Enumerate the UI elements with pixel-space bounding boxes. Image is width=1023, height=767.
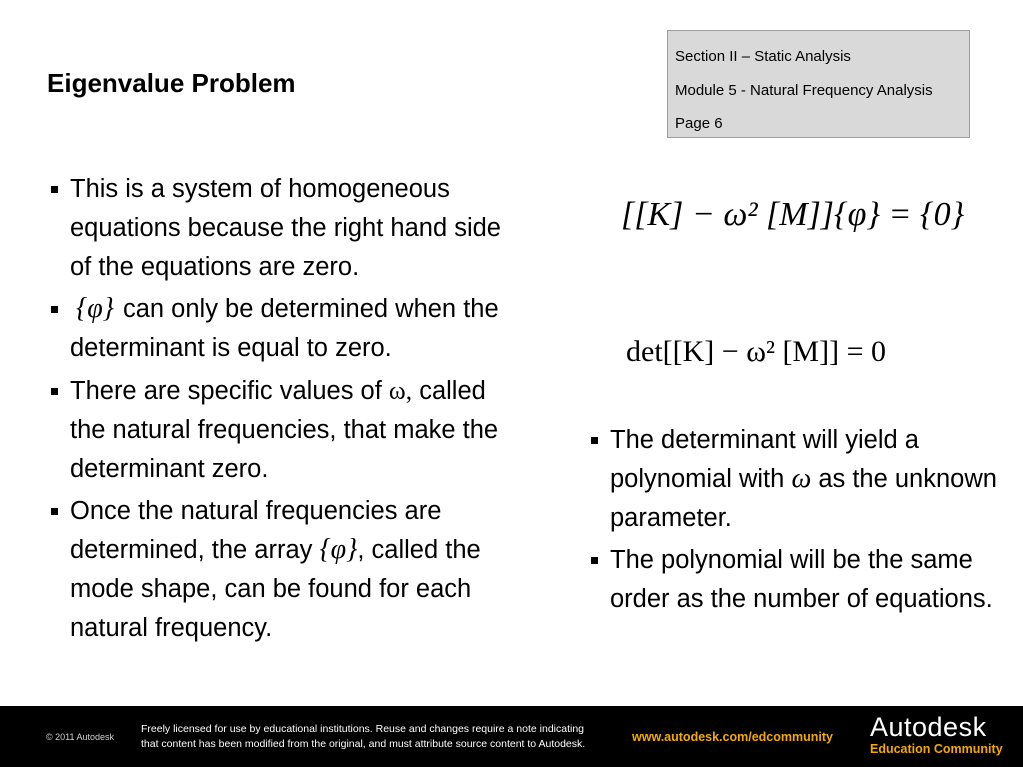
edcommunity-link[interactable]: www.autodesk.com/edcommunity xyxy=(632,730,833,744)
bullet-text: The polynomial will be the same order as the number of equations. xyxy=(610,546,993,614)
bullet-marker-icon xyxy=(51,388,58,395)
omega-symbol: ω, xyxy=(388,375,413,405)
bullet-text: can only be determined when the determinant is equal to zero. xyxy=(70,295,499,363)
phi-vector-symbol: {φ} xyxy=(76,293,114,325)
bullet-item xyxy=(48,170,518,286)
bullet-text-continued: as the unknown parameter. xyxy=(610,464,997,532)
bullet-item xyxy=(48,492,518,647)
omega-symbol: ω xyxy=(791,462,812,494)
section-info-box xyxy=(667,30,970,138)
section-label: Section II – Static Analysis xyxy=(675,48,851,65)
eigenvalue-equation: [[K] − ω² [M]]{φ} = {0} xyxy=(621,196,965,233)
copyright-text: © 2011 Autodesk xyxy=(46,732,115,742)
brand-name: Autodesk xyxy=(870,712,987,742)
autodesk-logo xyxy=(870,712,1003,756)
left-bullet-list xyxy=(48,170,518,652)
bullet-text-continued: called the natural frequencies, that make the determinant zero. xyxy=(70,376,499,483)
license-line: that content has been modified from the original, and must attribute source content to Autodesk. xyxy=(141,738,586,750)
bullet-item xyxy=(48,372,518,488)
license-line: Freely licensed for use by educational institutions. Reuse and changes require a note indicating xyxy=(141,723,585,735)
bullet-marker-icon xyxy=(51,306,58,313)
determinant-equation: det[[K] − ω² [M]] = 0 xyxy=(626,335,887,368)
brand-subtitle: Education Community xyxy=(870,742,1003,756)
bullet-text-continued: , called the mode shape, can be found for each natural frequency. xyxy=(70,536,481,642)
bullet-item xyxy=(48,290,518,368)
license-text xyxy=(141,722,631,752)
bullet-marker-icon xyxy=(591,437,598,444)
right-bullet-list xyxy=(588,421,998,623)
module-label: Module 5 - Natural Frequency Analysis xyxy=(675,81,933,99)
bullet-text: The determinant will yield a polynomial with xyxy=(610,426,919,493)
phi-vector-symbol: {φ} xyxy=(319,534,358,566)
bullet-text: There are specific values of xyxy=(70,376,382,405)
bullet-text: This is a system of homogeneous equations because the right hand side of the equations are zero. xyxy=(70,175,501,281)
bullet-marker-icon xyxy=(51,186,58,193)
bullet-text: Once the natural frequencies are determined, the array xyxy=(70,497,442,565)
slide-title: Eigenvalue Problem xyxy=(47,68,296,98)
bullet-marker-icon xyxy=(591,557,598,564)
bullet-item xyxy=(588,421,998,537)
bullet-marker-icon xyxy=(51,508,58,515)
bullet-item xyxy=(588,541,998,619)
footer-bar xyxy=(0,706,1023,767)
page-label: Page 6 xyxy=(675,115,723,132)
